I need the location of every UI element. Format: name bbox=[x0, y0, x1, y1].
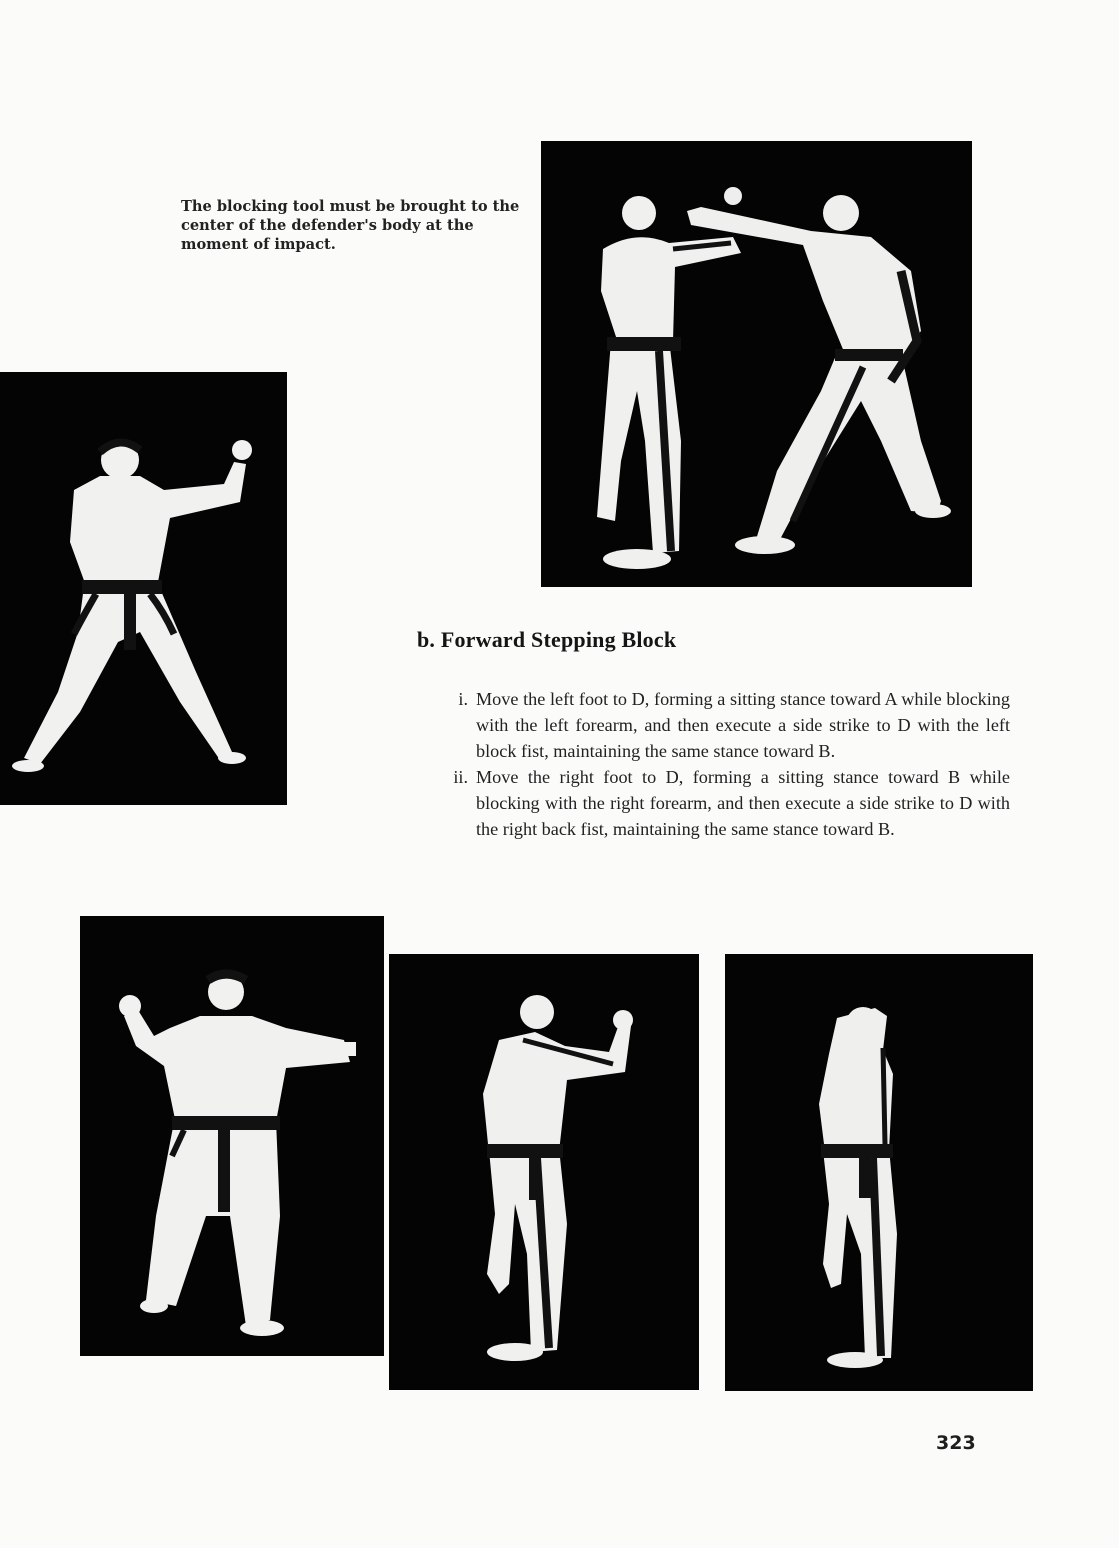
step-item bbox=[444, 686, 1010, 764]
front-block-figure-illustration bbox=[80, 916, 384, 1356]
step-text: Move the left foot to D, forming a sitting stance toward A while blocking with the left forearm, and then execute a side strike to D with the left block fist, maintaining the same stance toward B. bbox=[476, 689, 1010, 761]
side-block-right-figure-illustration bbox=[725, 954, 1033, 1391]
step-text: Move the right foot to D, forming a sitting stance toward B while blocking with the right forearm, and then execute a side strike to D with the right back fist, maintaining the same stance toward B. bbox=[476, 767, 1010, 839]
side-block-left-figure-illustration bbox=[389, 954, 699, 1390]
steps-list bbox=[444, 686, 1010, 842]
step-item bbox=[444, 764, 1010, 842]
photo-sitting-stance bbox=[0, 372, 287, 805]
step-marker: ii. bbox=[453, 767, 468, 787]
section-heading: b. Forward Stepping Block bbox=[417, 627, 677, 652]
photo-sparring-pair bbox=[541, 141, 972, 587]
stance-figure-illustration bbox=[0, 372, 287, 805]
sparring-figures-illustration bbox=[541, 141, 972, 587]
step-marker: i. bbox=[458, 689, 468, 709]
photo-side-block-right bbox=[725, 954, 1033, 1391]
photo-caption: The blocking tool must be brought to the center of the defender's body at the moment of impact. bbox=[181, 198, 520, 253]
photo-side-block-left bbox=[389, 954, 699, 1390]
photo-front-block bbox=[80, 916, 384, 1356]
page-number: 323 bbox=[936, 1432, 976, 1454]
